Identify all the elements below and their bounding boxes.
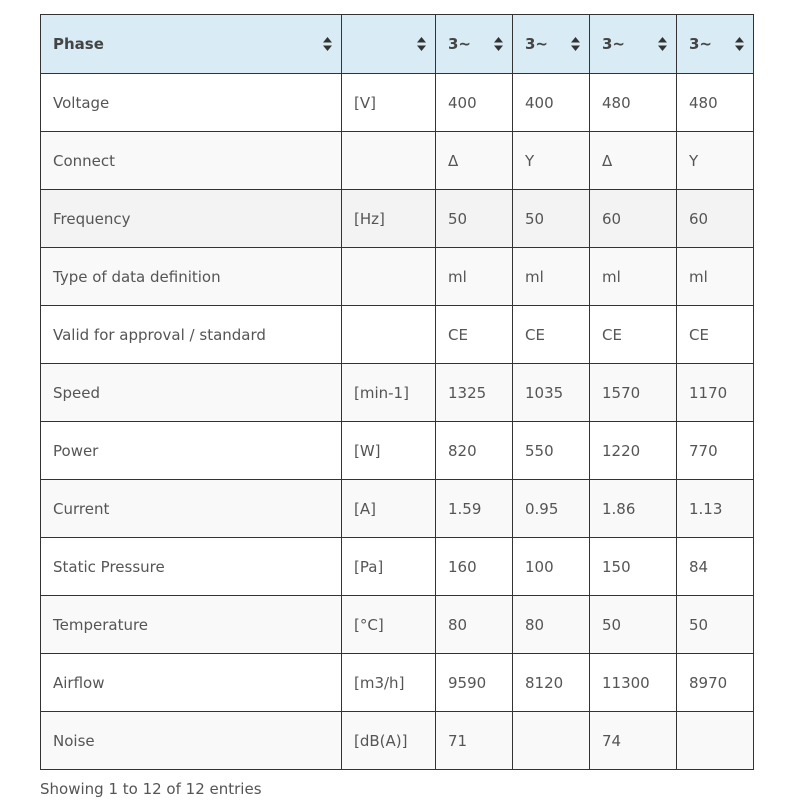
- table-cell-unit: [m3/h]: [342, 654, 436, 712]
- data-table-wrapper: [40, 14, 753, 770]
- table-cell-value: ml: [436, 248, 513, 306]
- table-cell-value: 50: [590, 596, 677, 654]
- table-cell-parameter: Power: [41, 422, 342, 480]
- table-cell-value: 100: [513, 538, 590, 596]
- table-cell-value: Δ: [590, 132, 677, 190]
- table-cell-value: 400: [513, 74, 590, 132]
- column-header-variant-2[interactable]: [513, 15, 590, 74]
- table-cell-value: 60: [677, 190, 754, 248]
- table-cell-unit: [Hz]: [342, 190, 436, 248]
- table-cell-value: ml: [513, 248, 590, 306]
- table-cell-value: Δ: [436, 132, 513, 190]
- table-cell-parameter: Type of data definition: [41, 248, 342, 306]
- sort-both-icon: [323, 37, 332, 51]
- table-cell-value: 84: [677, 538, 754, 596]
- column-header-label: Phase: [53, 35, 104, 53]
- table-cell-value: ml: [677, 248, 754, 306]
- table-cell-value: 50: [677, 596, 754, 654]
- table-cell-value: 770: [677, 422, 754, 480]
- table-row: [41, 74, 754, 132]
- column-header-variant-1[interactable]: [436, 15, 513, 74]
- table-cell-value: 8120: [513, 654, 590, 712]
- table-cell-value: CE: [513, 306, 590, 364]
- table-row: [41, 596, 754, 654]
- header-row: [41, 15, 754, 74]
- table-cell-value: 1170: [677, 364, 754, 422]
- table-cell-value: 1.59: [436, 480, 513, 538]
- table-cell-parameter: Connect: [41, 132, 342, 190]
- table-row: [41, 712, 754, 770]
- table-cell-value: 1035: [513, 364, 590, 422]
- table-row: [41, 248, 754, 306]
- table-cell-parameter: Temperature: [41, 596, 342, 654]
- column-header-label: 3~: [525, 35, 549, 53]
- column-header-label: 3~: [689, 35, 713, 53]
- sort-both-icon: [735, 37, 744, 51]
- table-cell-value: 550: [513, 422, 590, 480]
- table-cell-value: CE: [436, 306, 513, 364]
- table-cell-value: [677, 712, 754, 770]
- table-cell-value: CE: [590, 306, 677, 364]
- table-cell-value: 1.13: [677, 480, 754, 538]
- table-cell-parameter: Valid for approval / standard: [41, 306, 342, 364]
- table-cell-value: 60: [590, 190, 677, 248]
- table-row: [41, 306, 754, 364]
- table-cell-value: 150: [590, 538, 677, 596]
- column-header-variant-3[interactable]: [590, 15, 677, 74]
- table-cell-unit: [A]: [342, 480, 436, 538]
- table-cell-value: Y: [513, 132, 590, 190]
- table-cell-value: 1325: [436, 364, 513, 422]
- table-cell-value: ml: [590, 248, 677, 306]
- table-info: Showing 1 to 12 of 12 entries: [40, 780, 262, 798]
- table-cell-value: 480: [590, 74, 677, 132]
- table-cell-value: 71: [436, 712, 513, 770]
- table-row: [41, 422, 754, 480]
- table-cell-value: Y: [677, 132, 754, 190]
- table-cell-value: 50: [513, 190, 590, 248]
- table-cell-parameter: Current: [41, 480, 342, 538]
- sort-both-icon: [494, 37, 503, 51]
- table-cell-parameter: Frequency: [41, 190, 342, 248]
- column-header-label: 3~: [448, 35, 472, 53]
- table-row: [41, 132, 754, 190]
- table-cell-parameter: Static Pressure: [41, 538, 342, 596]
- table-cell-parameter: Airflow: [41, 654, 342, 712]
- table-cell-value: 1570: [590, 364, 677, 422]
- table-cell-value: 160: [436, 538, 513, 596]
- table-cell-value: 80: [513, 596, 590, 654]
- column-header-phase[interactable]: [41, 15, 342, 74]
- table-cell-value: 11300: [590, 654, 677, 712]
- table-cell-unit: [°C]: [342, 596, 436, 654]
- table-body: [41, 74, 754, 770]
- column-header-variant-4[interactable]: [677, 15, 754, 74]
- table-cell-value: 80: [436, 596, 513, 654]
- table-header: [41, 15, 754, 74]
- table-cell-unit: [dB(A)]: [342, 712, 436, 770]
- table-cell-unit: [W]: [342, 422, 436, 480]
- table-cell-value: 8970: [677, 654, 754, 712]
- table-cell-value: CE: [677, 306, 754, 364]
- table-cell-unit: [342, 248, 436, 306]
- table-cell-unit: [V]: [342, 74, 436, 132]
- table-cell-value: 820: [436, 422, 513, 480]
- column-header-label: 3~: [602, 35, 626, 53]
- specs-table: [40, 14, 754, 770]
- column-header-unit[interactable]: [342, 15, 436, 74]
- table-cell-value: [513, 712, 590, 770]
- table-cell-parameter: Noise: [41, 712, 342, 770]
- table-cell-value: 1220: [590, 422, 677, 480]
- table-cell-unit: [342, 306, 436, 364]
- table-cell-unit: [Pa]: [342, 538, 436, 596]
- sort-both-icon: [417, 37, 426, 51]
- sort-both-icon: [571, 37, 580, 51]
- table-cell-value: 480: [677, 74, 754, 132]
- table-cell-value: 50: [436, 190, 513, 248]
- table-cell-unit: [342, 132, 436, 190]
- table-cell-parameter: Voltage: [41, 74, 342, 132]
- table-cell-value: 1.86: [590, 480, 677, 538]
- table-row: [41, 480, 754, 538]
- table-cell-parameter: Speed: [41, 364, 342, 422]
- table-cell-unit: [min-1]: [342, 364, 436, 422]
- table-cell-value: 0.95: [513, 480, 590, 538]
- table-cell-value: 9590: [436, 654, 513, 712]
- table-row: [41, 538, 754, 596]
- table-cell-value: 400: [436, 74, 513, 132]
- table-row: [41, 654, 754, 712]
- table-row: [41, 190, 754, 248]
- table-row: [41, 364, 754, 422]
- sort-both-icon: [658, 37, 667, 51]
- table-cell-value: 74: [590, 712, 677, 770]
